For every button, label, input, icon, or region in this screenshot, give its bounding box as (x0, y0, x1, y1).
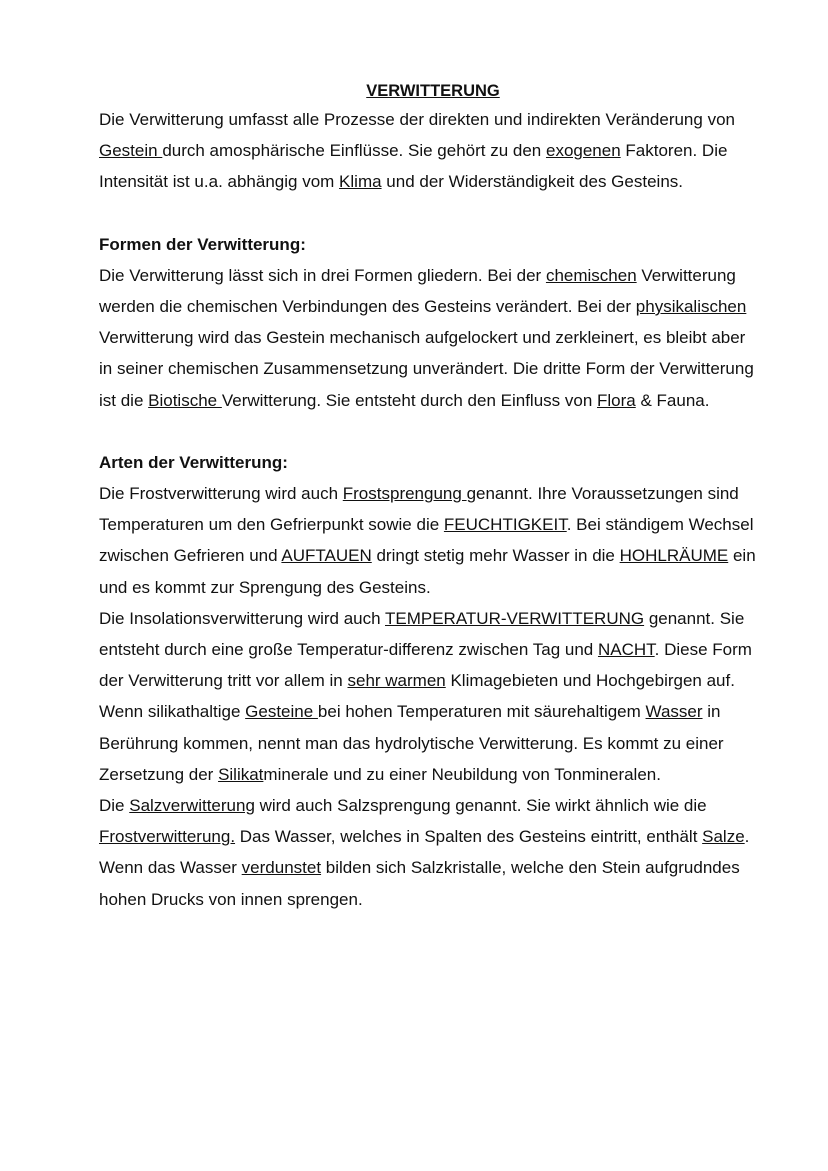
text-run: Verwitterung werden die chemischen Verbindungen des Gesteins verändert. Bei der (99, 265, 736, 317)
text-run: Faktoren. Die Intensität ist u.a. abhängig vom (99, 141, 728, 192)
underlined-term: Frostverwitterung. (99, 827, 236, 847)
document-title: VERWITTERUNG (366, 82, 500, 100)
intro-section (99, 104, 759, 198)
text-run: Klimagebieten und Hochgebirgen auf. (445, 671, 735, 691)
underlined-term: physikalischen (635, 297, 747, 317)
text-run: Die Insolationsverwitterung wird auch (99, 608, 385, 628)
salt-paragraph (99, 790, 759, 915)
text-run: Die Frostverwitterung wird auch (99, 484, 343, 504)
underlined-term: Gestein (99, 141, 163, 161)
text-run: & Fauna. (635, 390, 710, 410)
section-heading-arten: Arten der Verwitterung: (99, 452, 288, 472)
intro-paragraph (99, 104, 759, 198)
underlined-term: Biotische (148, 390, 222, 410)
underlined-term: Salze (702, 827, 745, 847)
underlined-term: exogenen (545, 141, 621, 161)
text-run: . Bei ständigem Wechsel zwischen Gefrieren und (99, 515, 754, 566)
underlined-term: Flora (597, 390, 636, 410)
underlined-term: Silikat (218, 764, 264, 784)
text-run: . Diese Form der Verwitterung tritt vor allem in (99, 640, 752, 691)
arten-section (99, 447, 759, 915)
formen-paragraph (99, 260, 759, 416)
underlined-term: AUFTAUEN (281, 546, 372, 566)
underlined-term: HOHLRÄUME (619, 546, 729, 566)
document-body (99, 78, 759, 915)
underlined-term: Klima (339, 172, 382, 192)
text-run: minerale und zu einer Neubildung von Tonmineralen. (263, 764, 661, 784)
text-run: dringt stetig mehr Wasser in die (371, 546, 620, 566)
insolation-paragraph (99, 603, 759, 697)
underlined-term: Gesteine (245, 702, 318, 722)
frost-paragraph (99, 478, 759, 603)
text-run: Das Wasser, welches in Spalten des Gesteins eintritt, enthält (235, 827, 703, 847)
text-run: Die Verwitterung umfasst alle Prozesse der direkten und indirekten Veränderung von (99, 110, 735, 129)
section-spacer (99, 416, 759, 447)
text-run: durch amosphärische Einflüsse. Sie gehört zu den (162, 141, 546, 161)
text-run: in Berührung kommen, nennt man das hydrolytische Verwitterung. Es kommt zu einer Zersetzung der (99, 702, 724, 784)
hydrolysis-paragraph (99, 696, 759, 790)
section-spacer (99, 198, 759, 229)
underlined-term: Wasser (645, 702, 703, 722)
underlined-term: verdunstet (241, 858, 322, 878)
text-run: genannt. Ihre Voraussetzungen sind Temperaturen um den Gefrierpunkt sowie die (99, 484, 739, 535)
underlined-term: NACHT (597, 640, 655, 660)
text-run: genannt. Sie entsteht durch eine große Temperatur-differenz zwischen Tag und (99, 608, 745, 660)
underlined-term: Salzverwitterung (129, 796, 255, 816)
underlined-term: FEUCHTIGKEIT (443, 515, 567, 535)
text-run: bei hohen Temperaturen mit säurehaltigem (317, 702, 646, 722)
text-run: wird auch Salzsprengung genannt. Sie wirkt ähnlich wie die (254, 796, 707, 816)
text-run: . Wenn das Wasser (99, 827, 750, 878)
text-run: ein und es kommt zur Sprengung des Gesteins. (99, 546, 756, 597)
text-run: Verwitterung. Sie entsteht durch den Einfluss von (221, 390, 598, 410)
underlined-term: TEMPERATUR-VERWITTERUNG (385, 608, 645, 628)
underlined-term: chemischen (545, 265, 637, 285)
text-run: Verwitterung wird das Gestein mechanisch aufgelockert und zerkleinert, es bleibt aber in seiner chemischen Zusammensetzung unverändert. Die dritte Form der Verwitterung ist die (99, 328, 754, 410)
underlined-term: Frostsprengung (342, 484, 467, 504)
formen-section (99, 229, 759, 416)
section-heading-formen: Formen der Verwitterung: (99, 234, 306, 254)
text-run: Die Verwitterung lässt sich in drei Formen gliedern. Bei der (99, 265, 546, 285)
text-run: bilden sich Salzkristalle, welche den Stein aufgrudndes hohen Drucks von innen sprengen. (99, 858, 740, 909)
text-run: Wenn silikathaltige (99, 702, 246, 722)
text-run: und der Widerständigkeit des Gesteins. (381, 172, 683, 192)
underlined-term: sehr warmen (347, 671, 446, 691)
text-run: Die (99, 796, 130, 816)
